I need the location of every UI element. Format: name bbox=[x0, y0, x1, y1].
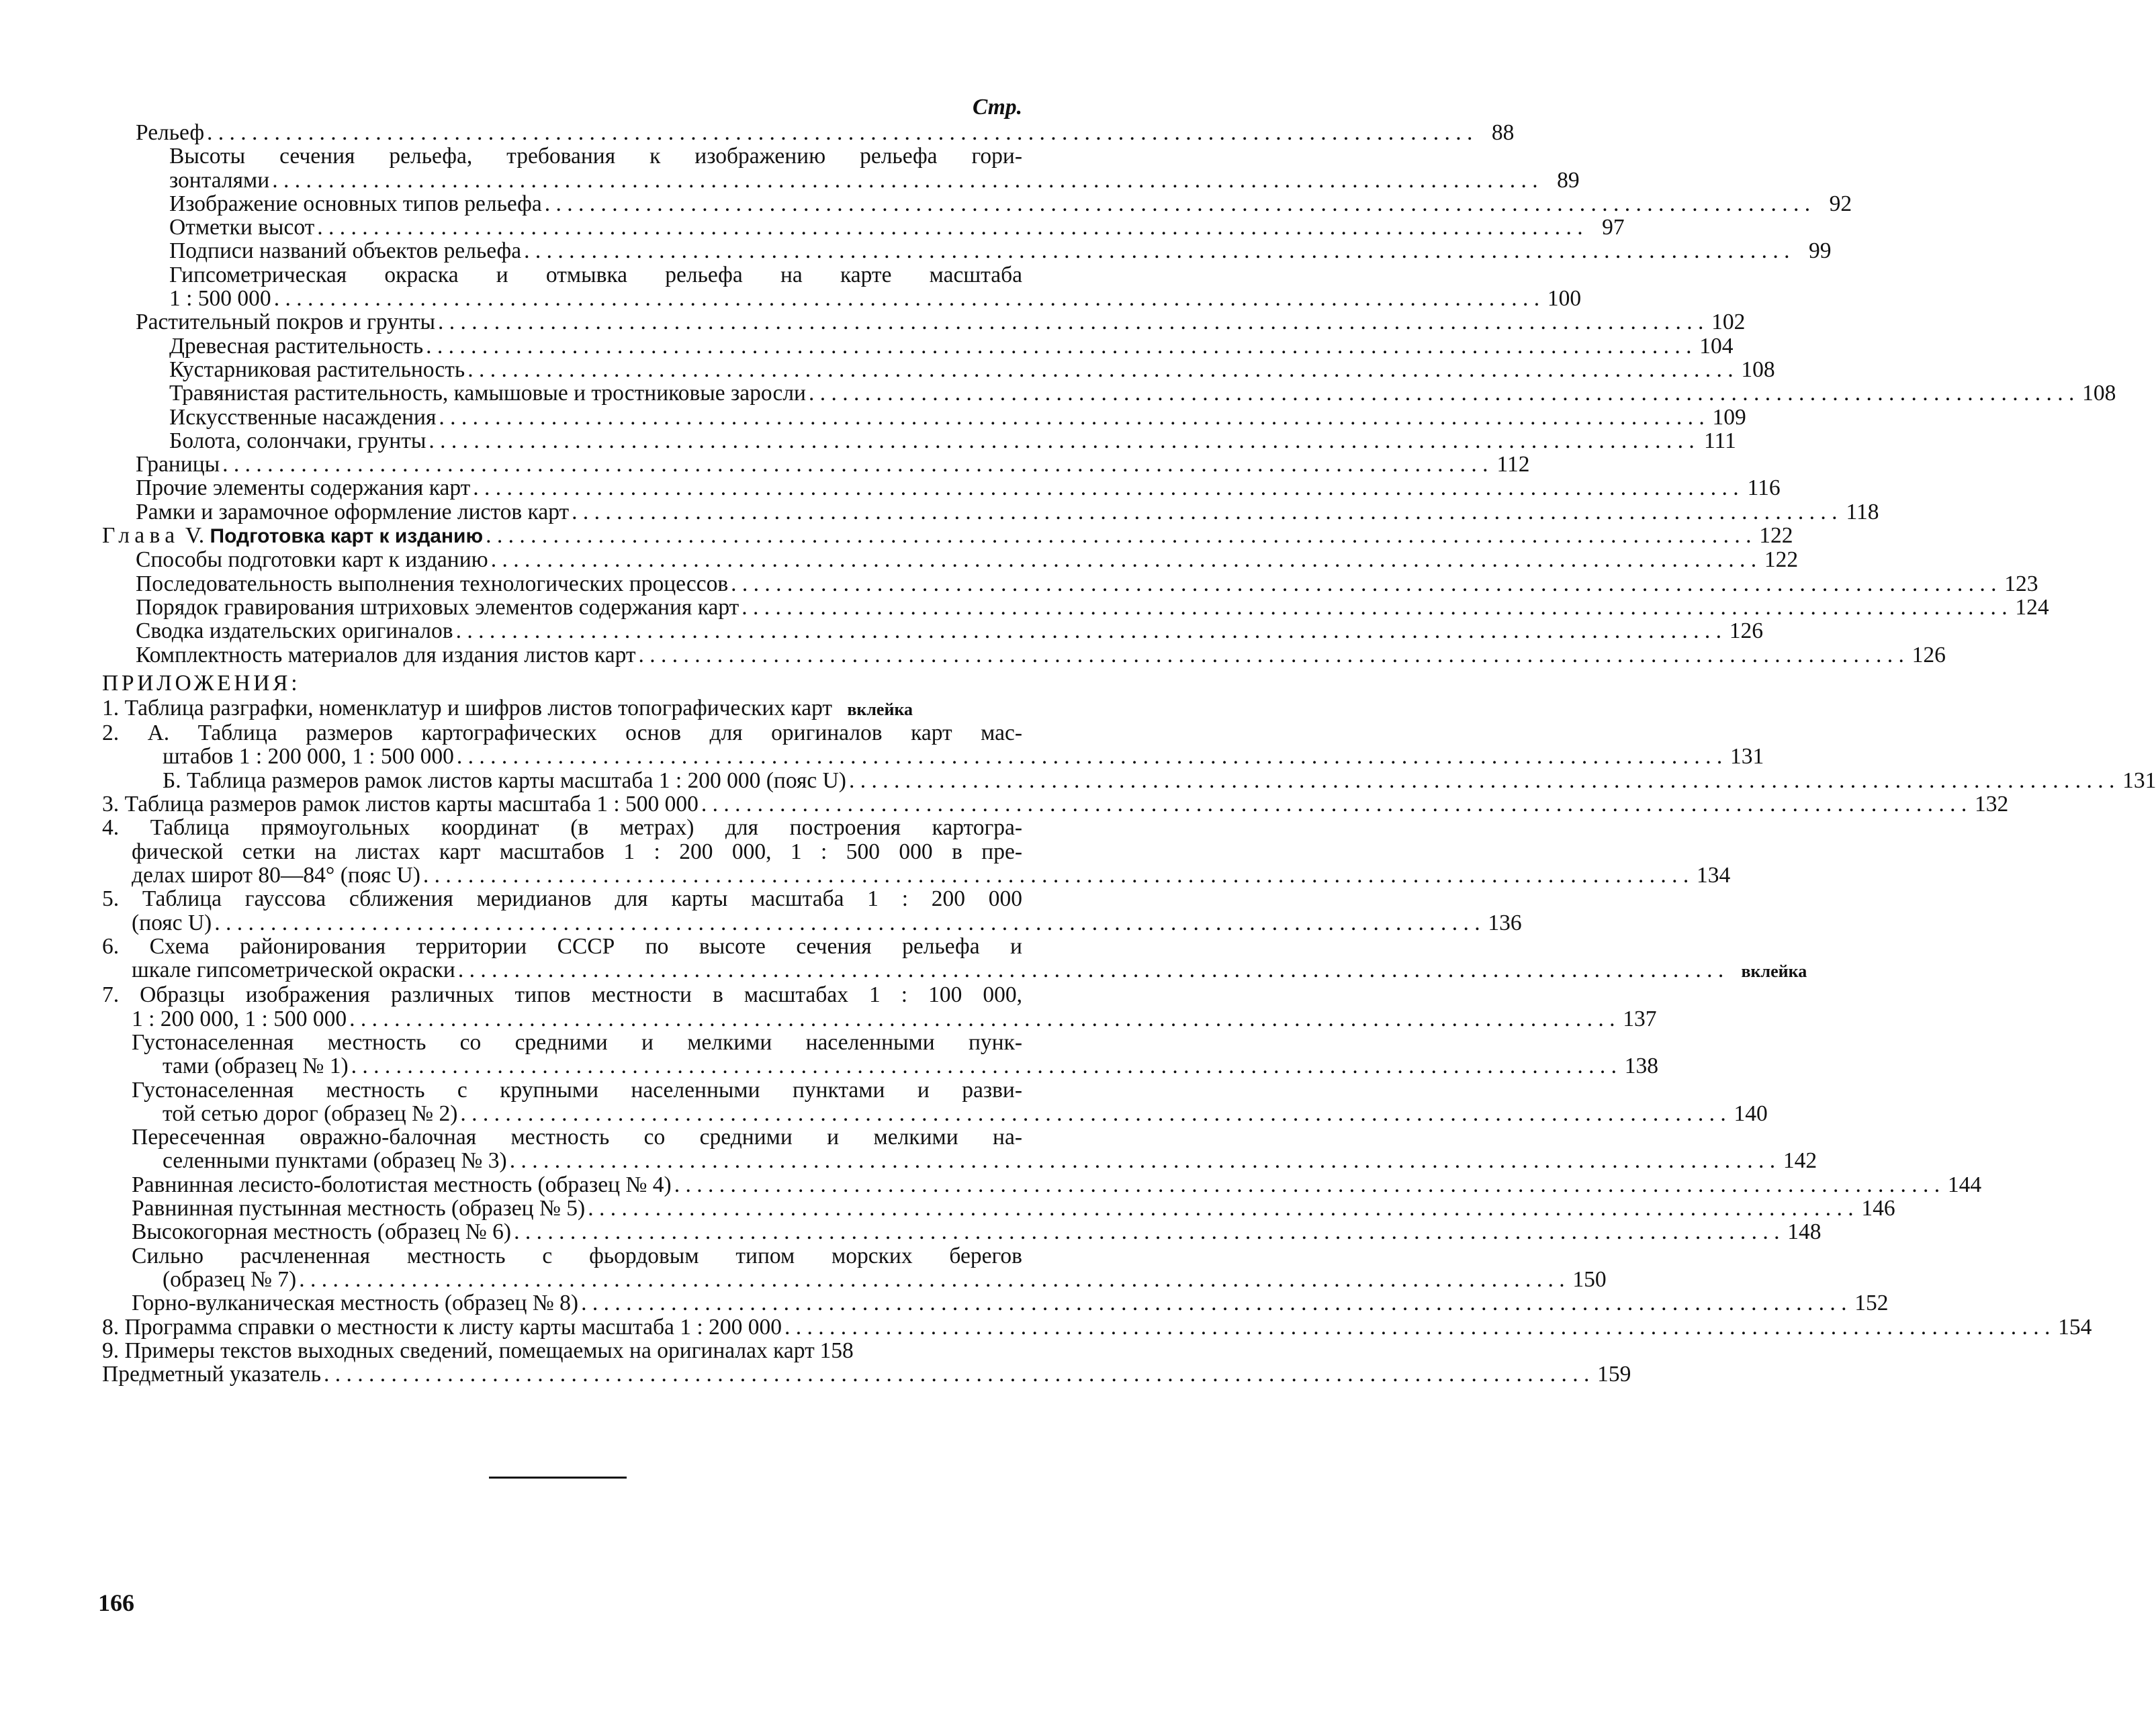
toc-entry-title: Рамки и зарамочное оформление листов карт bbox=[136, 499, 570, 524]
toc-entry-title: шкале гипсометрической окраски bbox=[132, 958, 455, 983]
leader-dots bbox=[457, 745, 1722, 768]
toc-entry-hypsometric-line1: Гипсометрическая окраска и отмывка рельефа на карте масштаба bbox=[169, 262, 1022, 287]
toc-entry-title: Способы подготовки карт к изданию bbox=[136, 547, 488, 573]
leader-dots bbox=[581, 1291, 1846, 1315]
toc-entry-page: 148 bbox=[1787, 1219, 1822, 1245]
leader-dots bbox=[473, 476, 1738, 500]
toc-entry-title: Последовательность выполнения технологических процессов bbox=[136, 571, 729, 596]
toc-entry-title: Предметный указатель bbox=[102, 1362, 321, 1387]
toc-entry-page: 102 bbox=[1711, 310, 1746, 335]
toc-entry-title: Искусственные насаждения bbox=[169, 404, 437, 430]
toc-entry-shrub bbox=[102, 357, 1775, 382]
toc-entry-title: Границы bbox=[136, 452, 220, 477]
toc-entry-page: 158 bbox=[819, 1338, 854, 1363]
leader-dots bbox=[545, 192, 1810, 216]
leader-dots bbox=[423, 864, 1689, 887]
leader-dots bbox=[731, 572, 1996, 596]
toc-entry-page: 144 bbox=[1947, 1172, 1982, 1197]
leader-dots bbox=[742, 596, 2007, 619]
leader-dots bbox=[439, 406, 1704, 429]
toc-sample-1 bbox=[102, 1054, 1659, 1079]
toc-entry-title: Порядок гравирования штриховых элементов содержания карт bbox=[136, 594, 739, 620]
toc-entry-grass bbox=[102, 381, 2116, 406]
toc-entry-page: 99 bbox=[1808, 238, 1832, 264]
leader-dots bbox=[317, 216, 1582, 239]
leader-dots bbox=[588, 1197, 1853, 1220]
leader-dots bbox=[456, 619, 1721, 643]
toc-entry-page: 136 bbox=[1488, 910, 1522, 935]
toc-entry-page: 142 bbox=[1783, 1148, 1817, 1174]
toc-entry-page: 154 bbox=[2058, 1314, 2092, 1340]
toc-entry-title: Подписи названий объектов рельефа bbox=[169, 238, 522, 264]
toc-entry-page: 140 bbox=[1734, 1101, 1768, 1126]
leader-dots bbox=[514, 1220, 1779, 1244]
leader-dots bbox=[809, 381, 2074, 405]
appendices-heading: ПРИЛОЖЕНИЯ: bbox=[102, 670, 301, 696]
leader-dots bbox=[674, 1173, 1940, 1197]
leader-dots bbox=[324, 1362, 1589, 1386]
leader-dots bbox=[274, 287, 1539, 310]
toc-appendix-4-line1: 4. Таблица прямоугольных координат (в метрах) для построения картогра- bbox=[102, 815, 1022, 841]
leader-dots bbox=[701, 792, 1967, 816]
toc-entry-page: 111 bbox=[1703, 428, 1736, 453]
leader-dots bbox=[429, 429, 1694, 453]
toc-appendix-2a-line1: 2. А. Таблица размеров картографических основ для оригиналов карт мас- bbox=[102, 720, 1022, 746]
toc-entry-title: Болота, солончаки, грунты bbox=[169, 428, 426, 453]
toc-entry-relief-section bbox=[102, 167, 1580, 193]
leader-dots bbox=[510, 1149, 1775, 1172]
toc-sample-4 bbox=[102, 1172, 1982, 1197]
toc-entry-title: Сводка издательских оригиналов bbox=[136, 618, 453, 644]
toc-entry-hypsometric bbox=[102, 286, 1582, 312]
toc-entry-title: Кустарниковая растительность bbox=[169, 357, 465, 382]
toc-entry-title: делах широт 80—84° (пояс U) bbox=[132, 862, 420, 888]
toc-entry-title: Равнинная пустынная местность (образец № 5) bbox=[132, 1196, 586, 1221]
toc-chapter-5 bbox=[102, 523, 1793, 549]
toc-sample-5 bbox=[102, 1196, 1895, 1221]
toc-entry-page: 146 bbox=[1861, 1196, 1895, 1221]
toc-appendix-5 bbox=[102, 910, 1522, 935]
toc-appendix-2a bbox=[102, 744, 1764, 770]
toc-entry-sequence bbox=[102, 571, 2038, 596]
toc-sample-2 bbox=[102, 1101, 1768, 1126]
toc-entry-completeness bbox=[102, 642, 1946, 667]
toc-entry-title: штабов 1 : 200 000, 1 : 500 000 bbox=[163, 744, 454, 770]
toc-entry-title: Растительный покров и грунты bbox=[136, 310, 436, 335]
toc-entry-relief-names bbox=[102, 238, 1832, 264]
leader-dots bbox=[639, 643, 1904, 667]
toc-entry-title: (пояс U) bbox=[132, 910, 212, 935]
toc-entry-title: Комплектность материалов для издания листов карт bbox=[136, 642, 636, 667]
toc-entry-page: 89 bbox=[1557, 167, 1580, 193]
toc-entry-title: Древесная растительность bbox=[169, 333, 424, 359]
toc-sample-8 bbox=[102, 1291, 1889, 1316]
toc-entry-title: Б. Таблица размеров рамок листов карты масштаба 1 : 200 000 (пояс U) bbox=[163, 767, 846, 793]
toc-entry-title: Равнинная лесисто-болотистая местность (образец № 4) bbox=[132, 1172, 672, 1197]
toc-entry-page: 152 bbox=[1854, 1291, 1889, 1316]
leader-dots bbox=[222, 453, 1488, 476]
toc-entry-page: 88 bbox=[1491, 120, 1515, 145]
leader-dots bbox=[486, 524, 1751, 547]
toc-appendix-3 bbox=[102, 792, 2009, 817]
leader-dots bbox=[299, 1268, 1564, 1291]
toc-entry-page: 131 bbox=[2122, 767, 2156, 793]
leader-dots bbox=[458, 958, 1723, 982]
toc-entry-subject-index bbox=[102, 1362, 1631, 1387]
toc-sample-7 bbox=[102, 1266, 1607, 1292]
toc-entry-title: селенными пунктами (образец № 3) bbox=[163, 1148, 507, 1174]
toc-entry-title: 1. Таблица разграфки, номенклатур и шифров листов топографических карт bbox=[102, 695, 833, 720]
toc-entry-frames bbox=[102, 499, 1879, 524]
toc-appendix-5-line1: 5. Таблица гауссова сближения меридианов для карты масштаба 1 : 200 000 bbox=[102, 886, 1022, 912]
toc-appendix-7-line1: 7. Образцы изображения различных типов местности в масштабах 1 : 100 000, bbox=[102, 982, 1022, 1008]
toc-sample-7-line1: Сильно расчлененная местность с фьордовым типом морских берегов bbox=[132, 1243, 1022, 1268]
toc-entry-title: Изображение основных типов рельефа bbox=[169, 191, 542, 216]
toc-entry-other-elements bbox=[102, 475, 1781, 501]
toc-entry-page: 112 bbox=[1496, 452, 1530, 477]
toc-entry-page: 122 bbox=[1764, 547, 1799, 573]
leader-dots bbox=[460, 1102, 1725, 1125]
toc-entry-page: 126 bbox=[1729, 618, 1763, 644]
leader-dots bbox=[849, 769, 2114, 792]
leader-dots bbox=[438, 310, 1703, 334]
toc-entry-prep-methods bbox=[102, 547, 1799, 573]
toc-entry-artificial bbox=[102, 404, 1746, 430]
toc-entry-vegetation bbox=[102, 310, 1746, 335]
leader-dots bbox=[272, 169, 1537, 192]
leader-dots bbox=[426, 334, 1691, 358]
toc-entry-page: 138 bbox=[1624, 1054, 1659, 1079]
toc-entry-originals bbox=[102, 618, 1763, 644]
toc-entry-page: 131 bbox=[1730, 744, 1764, 770]
chapter-label: Глава bbox=[102, 523, 180, 549]
toc-entry-page: 126 bbox=[1912, 642, 1946, 667]
toc-entry-title: зонталями bbox=[169, 167, 270, 193]
toc-sample-1-line1: Густонаселенная местность со средними и мелкими населенными пунк- bbox=[132, 1029, 1022, 1055]
toc-entry-title: той сетью дорог (образец № 2) bbox=[163, 1101, 458, 1126]
leader-dots bbox=[349, 1007, 1615, 1031]
toc-entry-page: вклейка bbox=[1741, 962, 1807, 982]
toc-entry-title: 3. Таблица размеров рамок листов карты масштаба 1 : 500 000 bbox=[102, 792, 699, 817]
toc-entry-page: 123 bbox=[2004, 571, 2038, 596]
toc-appendix-8 bbox=[102, 1314, 2092, 1340]
toc-entry-title: Рельеф bbox=[136, 120, 205, 145]
leader-dots bbox=[491, 548, 1756, 571]
toc-entry-title: (образец № 7) bbox=[163, 1266, 297, 1292]
leader-dots bbox=[351, 1054, 1617, 1078]
toc-entry-title: Высокогорная местность (образец № 6) bbox=[132, 1219, 512, 1245]
table-of-contents bbox=[102, 94, 2156, 1387]
toc-appendix-9 bbox=[102, 1339, 1022, 1362]
chapter-title: Подготовка карт к изданию bbox=[210, 525, 484, 548]
toc-entry-title: Травянистая растительность, камышовые и тростниковые заросли bbox=[169, 381, 806, 406]
toc-entry-title: Прочие элементы содержания карт bbox=[136, 475, 471, 501]
toc-entry-page: 134 bbox=[1697, 862, 1731, 888]
toc-entry-page: 100 bbox=[1547, 286, 1582, 312]
chapter-numeral: V. bbox=[185, 523, 205, 549]
chapter-heading bbox=[102, 524, 483, 548]
toc-sample-6 bbox=[102, 1219, 1822, 1245]
toc-entry-title: Отметки высот bbox=[169, 215, 315, 240]
leader-dots bbox=[214, 911, 1480, 935]
toc-appendix-7 bbox=[102, 1006, 1657, 1031]
toc-entry-title: 9. Примеры текстов выходных сведений, помещаемых на оригиналах карт bbox=[102, 1338, 815, 1363]
toc-entry-title: 1 : 500 000 bbox=[169, 286, 271, 312]
toc-sample-3-line1: Пересеченная овражно-балочная местность со средними и мелкими на- bbox=[132, 1125, 1022, 1150]
toc-entry-title: Горно-вулканическая местность (образец № 8) bbox=[132, 1291, 579, 1316]
toc-entry-page: 118 bbox=[1846, 499, 1879, 524]
toc-entry-swamps bbox=[102, 428, 1736, 453]
toc-entry-relief-types bbox=[102, 191, 1852, 216]
toc-appendix-1 bbox=[102, 696, 1022, 721]
toc-entry-page: 124 bbox=[2015, 594, 2049, 620]
page-column-header: Стр. bbox=[972, 95, 1022, 120]
toc-entry-title: 8. Программа справки о местности к листу карты масштаба 1 : 200 000 bbox=[102, 1314, 782, 1340]
toc-sample-3 bbox=[102, 1148, 1817, 1174]
toc-entry-page: 159 bbox=[1597, 1362, 1631, 1387]
leader-dots bbox=[784, 1315, 2050, 1339]
toc-entry-borders bbox=[102, 452, 1530, 477]
toc-appendix-6-line1: 6. Схема районирования территории СССР по высоте сечения рельефа и bbox=[102, 933, 1022, 959]
toc-appendix-2b bbox=[102, 767, 2156, 793]
toc-entry-page: 109 bbox=[1712, 404, 1746, 430]
leader-dots bbox=[524, 239, 1789, 263]
leader-dots bbox=[207, 121, 1472, 144]
leader-dots bbox=[467, 358, 1733, 381]
toc-entry-page: 150 bbox=[1572, 1266, 1607, 1292]
toc-entry-relief bbox=[102, 120, 1515, 145]
toc-entry-elevation-marks bbox=[102, 215, 1625, 240]
leader-dots bbox=[572, 500, 1837, 524]
toc-appendix-4 bbox=[102, 862, 1731, 888]
toc-entry-engraving bbox=[102, 594, 2049, 620]
section-divider bbox=[489, 1477, 627, 1479]
toc-sample-2-line1: Густонаселенная местность с крупными населенными пунктами и разви- bbox=[132, 1077, 1022, 1103]
toc-entry-page: 137 bbox=[1623, 1006, 1657, 1031]
toc-entry-page: 97 bbox=[1602, 215, 1625, 240]
toc-appendix-4-line2: фической сетки на листах карт масштабов 1 : 200 000, 1 : 500 000 в пре- bbox=[132, 839, 1022, 864]
toc-entry-page: 104 bbox=[1699, 333, 1734, 359]
toc-entry-page: 132 bbox=[1975, 792, 2009, 817]
toc-entry-page: 108 bbox=[1741, 357, 1775, 382]
toc-entry-page: 116 bbox=[1747, 475, 1781, 501]
toc-entry-relief-section-line1: Высоты сечения рельефа, требования к изображению рельефа гори- bbox=[169, 144, 1022, 169]
toc-entry-page: вклейка bbox=[847, 699, 913, 719]
page-number: 166 bbox=[98, 1589, 134, 1616]
toc-entry-page: 92 bbox=[1829, 191, 1852, 216]
toc-appendix-6 bbox=[102, 958, 1807, 983]
toc-entry-page: 122 bbox=[1759, 523, 1793, 549]
toc-entry-title: 1 : 200 000, 1 : 500 000 bbox=[132, 1006, 347, 1031]
toc-entry-woody bbox=[102, 333, 1734, 359]
toc-entry-title: тами (образец № 1) bbox=[163, 1054, 349, 1079]
toc-entry-page: 108 bbox=[2082, 381, 2116, 406]
